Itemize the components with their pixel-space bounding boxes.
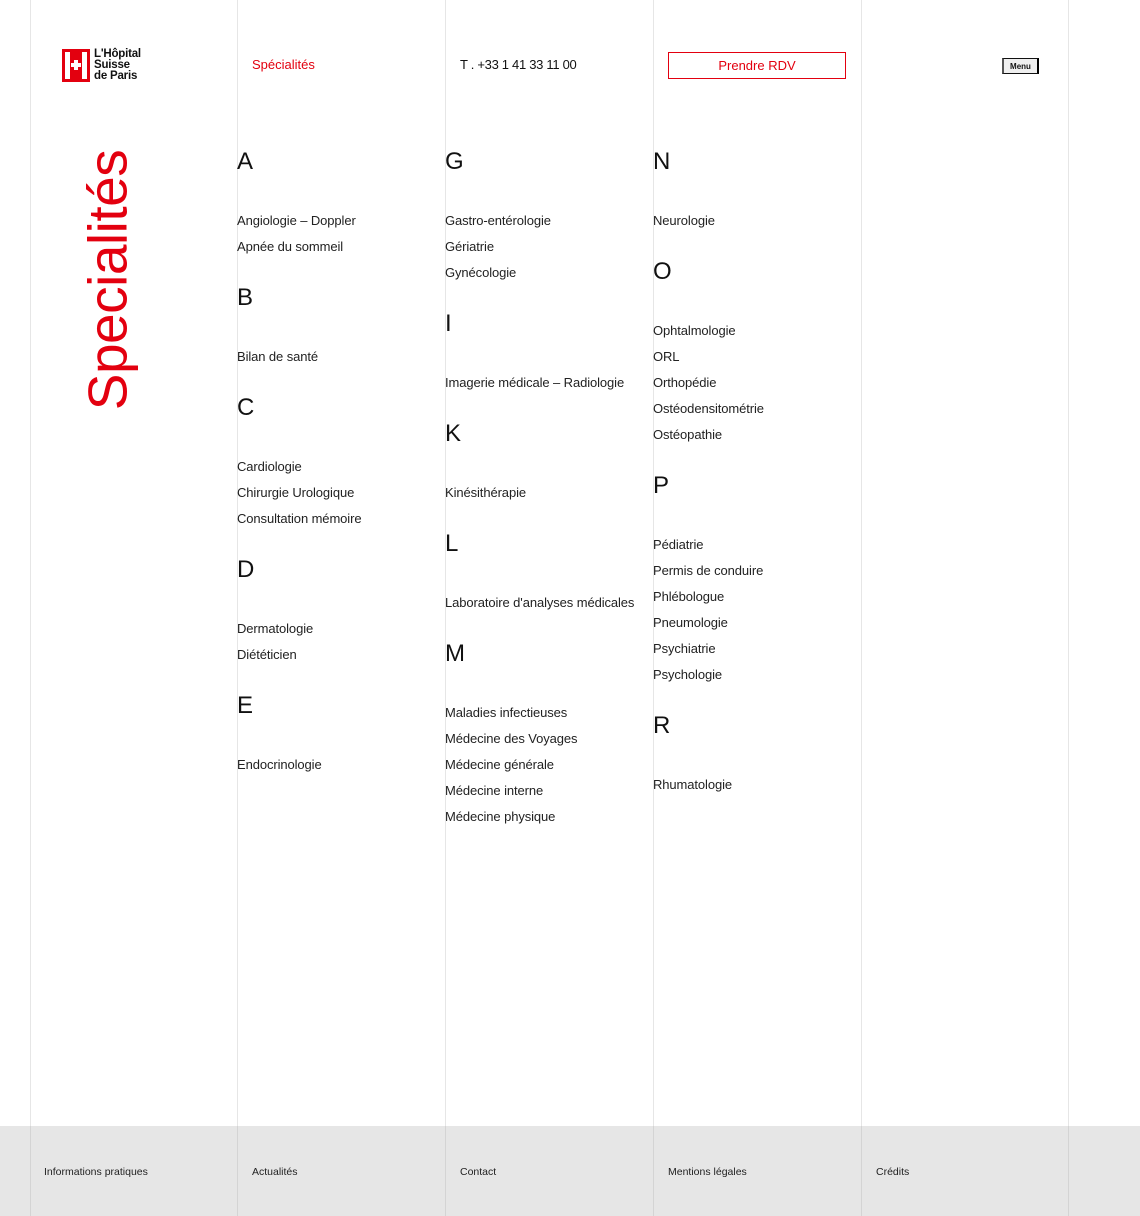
letter-group-a [237,146,437,256]
specialty-link[interactable]: Orthopédie [653,375,717,390]
letter-heading: N [653,148,671,175]
letter-group-p [653,470,853,684]
specialty-link[interactable]: Angiologie – Doppler [237,213,356,228]
letter-heading: B [237,284,254,311]
specialties-column-3 [653,146,853,820]
footer-link-mentions[interactable]: Mentions légales [668,1166,747,1178]
letter-group-e [237,690,437,774]
letter-group-b [237,282,437,366]
logo-line-2: Suisse [94,59,130,71]
specialty-link[interactable]: Médecine interne [445,783,544,798]
logo-line-1: L'Hôpital [94,48,141,60]
specialties-column-2 [445,146,645,852]
page-title: Specialités [76,149,139,411]
specialty-link[interactable]: Bilan de santé [237,349,318,364]
specialty-link[interactable]: Rhumatologie [653,777,733,792]
specialty-link[interactable]: Dermatologie [237,621,314,636]
letter-heading: R [653,712,671,739]
letter-group-d [237,554,437,664]
specialty-link[interactable]: Ostéodensitométrie [653,401,764,416]
specialty-link[interactable]: Diététicien [237,647,297,662]
specialty-link[interactable]: Ostéopathie [653,427,723,442]
footer-divider [653,1126,654,1216]
letter-heading: C [237,394,255,421]
footer-link-credits[interactable]: Crédits [876,1166,910,1178]
specialties-column-1 [237,146,437,800]
specialty-link[interactable]: Gériatrie [445,239,494,254]
specialty-link[interactable]: Chirurgie Urologique [237,485,355,500]
letter-heading: A [237,148,254,175]
specialty-link[interactable]: Pneumologie [653,615,728,630]
logo-line-3: de Paris [94,70,138,82]
footer-divider [30,1126,31,1216]
specialty-link[interactable]: Psychologie [653,667,722,682]
letter-group-o [653,256,853,444]
specialty-link[interactable]: Laboratoire d'analyses médicales [445,595,635,610]
specialty-link[interactable]: Médecine des Voyages [445,731,578,746]
specialty-link[interactable]: Gynécologie [445,265,517,280]
grid-line [30,0,31,1216]
letter-group-k [445,418,645,502]
letter-heading: I [445,310,452,337]
page-title-container [78,148,138,412]
footer-divider [1068,1126,1069,1216]
letter-heading: G [445,148,464,175]
hospital-cross-icon [62,49,90,82]
letter-heading: D [237,556,255,583]
footer-link-informations[interactable]: Informations pratiques [44,1166,148,1178]
specialty-link[interactable]: Médecine générale [445,757,554,772]
specialty-link[interactable]: Ophtalmologie [653,323,736,338]
nav-specialites-link[interactable]: Spécialités [252,57,315,72]
letter-group-m [445,638,645,826]
letter-heading: K [445,420,462,447]
letter-heading: E [237,692,254,719]
specialty-link[interactable]: Kinésithérapie [445,485,526,500]
specialty-link[interactable]: Permis de conduire [653,563,764,578]
specialty-link[interactable]: Imagerie médicale – Radiologie [445,375,625,390]
letter-heading: P [653,472,670,499]
footer [0,1126,1140,1216]
specialty-link[interactable]: Phlébologue [653,589,725,604]
specialty-link[interactable]: Endocrinologie [237,757,322,772]
letter-heading: L [445,530,459,557]
footer-divider [445,1126,446,1216]
letter-group-l [445,528,645,612]
menu-button[interactable]: Menu [1002,58,1039,74]
letter-group-n [653,146,853,230]
footer-divider [237,1126,238,1216]
prendre-rdv-button[interactable]: Prendre RDV [668,52,846,79]
footer-link-contact[interactable]: Contact [460,1166,497,1178]
footer-divider [861,1126,862,1216]
letter-group-g [445,146,645,282]
grid-line [861,0,862,1216]
specialty-link[interactable]: Neurologie [653,213,715,228]
specialty-link[interactable]: ORL [653,349,680,364]
specialty-link[interactable]: Gastro-entérologie [445,213,551,228]
specialty-link[interactable]: Psychiatrie [653,641,716,656]
footer-link-actualites[interactable]: Actualités [252,1166,298,1178]
letter-group-r [653,710,853,794]
grid-line [1068,0,1069,1216]
hospital-logo[interactable] [62,49,141,82]
letter-group-i [445,308,645,392]
specialty-link[interactable]: Médecine physique [445,809,556,824]
letter-heading: O [653,258,672,285]
specialty-link[interactable]: Pédiatrie [653,537,704,552]
letter-heading: M [445,640,465,667]
logo-wordmark [94,49,141,82]
specialty-link[interactable]: Apnée du sommeil [237,239,344,254]
phone-link[interactable]: T . +33 1 41 33 11 00 [460,57,577,72]
letter-group-c [237,392,437,528]
specialty-link[interactable]: Consultation mémoire [237,511,362,526]
specialty-link[interactable]: Maladies infectieuses [445,705,568,720]
specialty-link[interactable]: Cardiologie [237,459,302,474]
